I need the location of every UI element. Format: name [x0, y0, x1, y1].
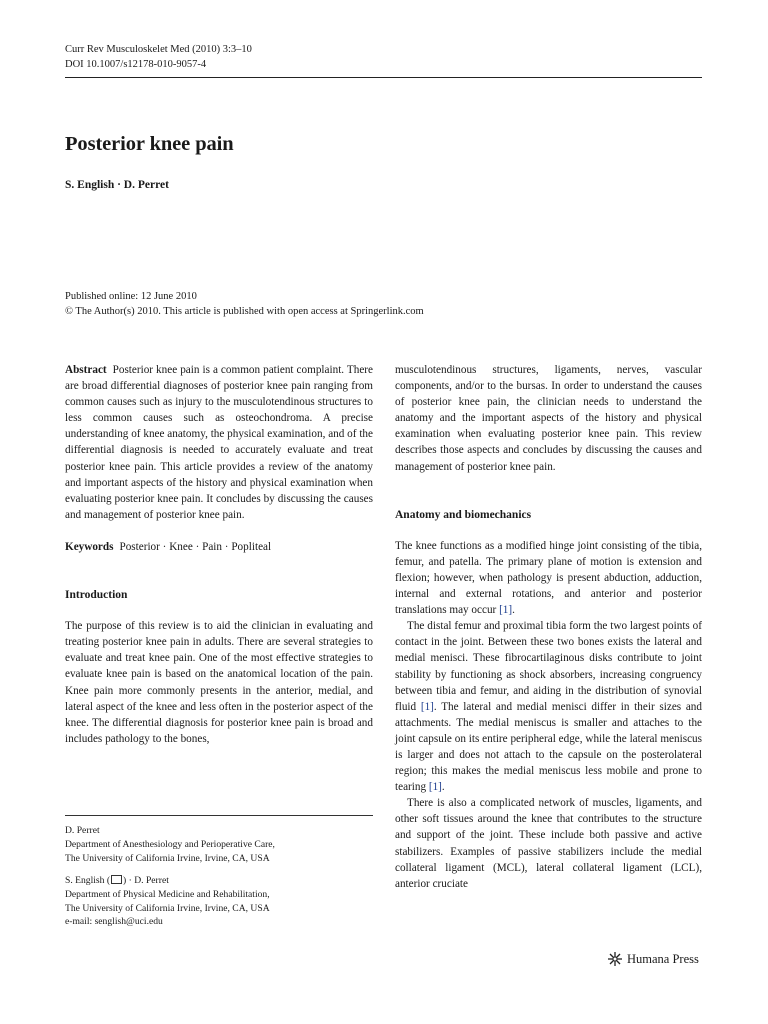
abstract-label: Abstract [65, 364, 107, 376]
keywords [65, 539, 373, 555]
humana-star-icon [607, 951, 623, 967]
journal-header [65, 42, 252, 72]
keywords-label: Keywords [65, 540, 114, 553]
envelope-icon [111, 875, 122, 884]
introduction-paragraph: The purpose of this review is to aid the clinician in evaluating and treating posterior knee pain in adults. There are several strategies to evaluate and treat knee pain. One of the most effective strategies to evaluate knee pain is based on the anatomical location of the pain. Knee pain more commonly presents in the anterior, medial, and lateral aspect of the knee and less often in the posterior aspect of the knee. The differential diagnosis for posterior knee pain is broad and includes pathology to the bones, [65, 620, 373, 745]
copyright-line: © The Author(s) 2010. This article is published with open access at Springerlink.com [65, 306, 424, 317]
citation-link[interactable]: [1] [428, 781, 442, 794]
affiliation-perret: D. Perret Department of Anesthesiology and Perioperative Care, The University of California Irvine, Irvine, CA, USA [65, 825, 275, 864]
citation-link[interactable]: [1] [499, 604, 513, 617]
publisher-logo [607, 951, 699, 967]
introduction-paragraph-continued: musculotendinous structures, ligaments, nerves, vascular components, and/or to the bursas. In order to understand the causes of posterior knee pain, the clinician needs to understand the anatomy and the important aspects of the history and physical examination when evaluating posterior knee pain. This review describes those aspects and concludes by discussing the causes and management of posterior knee pain. [395, 364, 702, 473]
publisher-name: Humana Press [627, 951, 699, 966]
right-column [395, 362, 702, 892]
abstract-text: Posterior knee pain is a common patient complaint. There are broad differential diagnoses of posterior knee pain ranging from common causes such as injury to the musculotendinous structures to less common causes such as osteochondroma. A precise understanding of knee anatomy, the physical examination, and of the differential diagnosis is needed to accurately evaluate and treat posterior knee pain. This article provides a review of the anatomy and important aspects of the history and physical examination when evaluating posterior knee pain. It concludes by discussing the causes and management of posterior knee pain. [65, 364, 373, 521]
abstract [65, 362, 373, 523]
anatomy-paragraph-3: There is also a complicated network of muscles, ligaments, and other soft tissues around the knee that contributes to the structure and support of the joint. These include both passive and active stabilizers. Examples of passive stabilizers include the medial collateral ligament (MCL), lateral collateral ligament (LCL), anterior cruciate [395, 797, 702, 890]
footnote-rule [65, 815, 373, 816]
anatomy-paragraph-1: The knee functions as a modified hinge joint consisting of the tibia, femur, and patella. The primary plane of motion is extension and flexion; however, when pathology is present abduction, adduction, internal and external rotations, and anterior and posterior translations may occur [1]. [395, 539, 702, 617]
journal-citation: Curr Rev Musculoskelet Med (2010) 3:3–10 [65, 44, 252, 55]
email[interactable]: e-mail: senglish@uci.edu [65, 916, 163, 928]
doi: DOI 10.1007/s12178-010-9057-4 [65, 59, 207, 70]
affiliation-english: S. English ( ) · D. Perret Department of Physical Medicine and Rehabilitation, The University of California Irvine, Irvine, CA, USA e-mail: senglish@uci.edu [65, 875, 270, 928]
anatomy-paragraph-2: The distal femur and proximal tibia form the two largest points of contact in the joint. Between these two bones exists the lateral and medial menisci. These fibrocartilaginous disks contribute to joint stability by functioning as shock absorbers, increasing congruency between tibia and femur, and aiding in the distribution of synovial fluid [1]. The lateral and medial menisci differ in their sizes and attachments. The medial meniscus is smaller and attaches to the joint capsule on its entire peripheral edge, while the lateral meniscus is larger and does not attach to the capsule on the posterolateral region; this makes the medial meniscus less mobile and prone to tearing [1]. [395, 620, 702, 794]
citation-link[interactable]: [1] [420, 700, 434, 713]
header-rule [65, 77, 702, 78]
published-date: Published online: 12 June 2010 [65, 291, 197, 302]
keywords-text: Posterior · Knee · Pain · Popliteal [119, 540, 272, 553]
left-column [65, 362, 373, 747]
anatomy-heading: Anatomy and biomechanics [395, 508, 532, 521]
publication-info [65, 289, 424, 319]
article-title: Posterior knee pain [65, 133, 234, 155]
introduction-heading: Introduction [65, 589, 128, 602]
author-list: S. English · D. Perret [65, 179, 169, 191]
